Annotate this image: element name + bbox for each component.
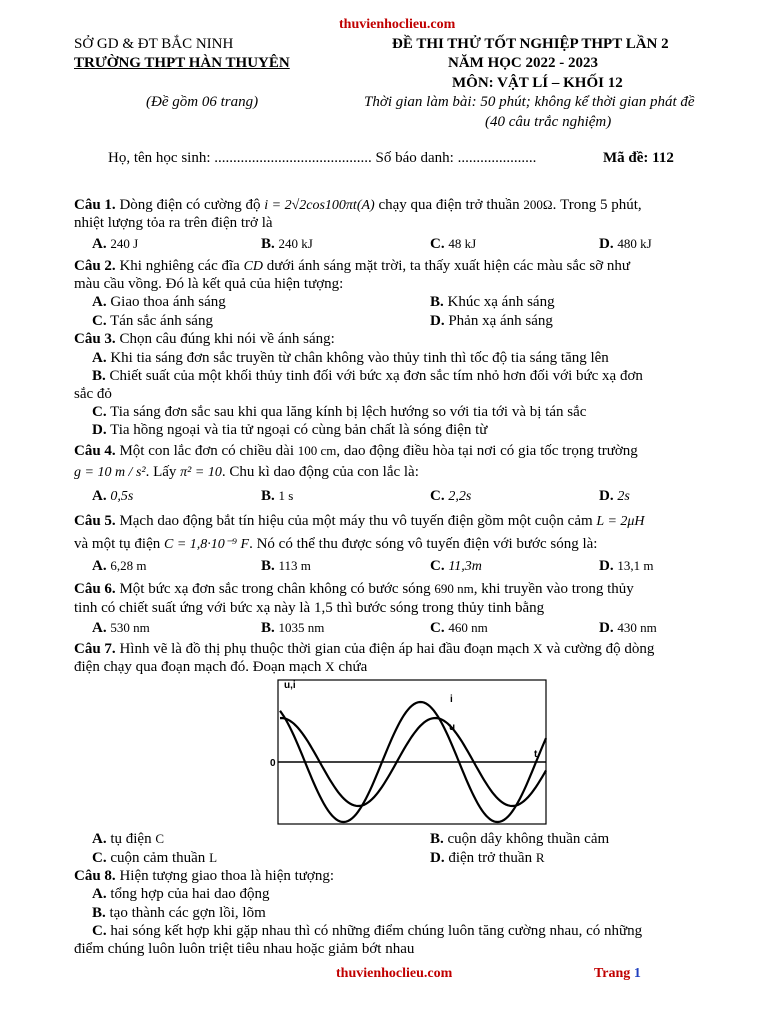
- option-label: A.: [92, 236, 107, 252]
- option-text: Tia hồng ngoại và tia tử ngoại có cùng bản chất là sóng điện từ: [110, 422, 488, 438]
- answer-4c[interactable]: [430, 487, 471, 506]
- option-text: 113 m: [278, 558, 311, 573]
- question-text: Khi nghiêng các đĩa: [119, 258, 240, 274]
- option-text: Khi tia sáng đơn sắc truyền từ chân không vào thủy tinh thì tốc độ tia sáng tăng lên: [110, 350, 609, 366]
- option-label: A.: [92, 488, 107, 504]
- option-label: D.: [430, 313, 445, 329]
- question-3: [74, 330, 734, 348]
- page-indicator: [594, 966, 641, 982]
- answer-4a[interactable]: [92, 487, 133, 506]
- option-label: B.: [261, 488, 275, 504]
- option-text: tạo thành các gợn lồi, lõm: [109, 905, 266, 921]
- site-footer-link[interactable]: thuvienhoclieu.com: [336, 966, 453, 981]
- gravity-formula: g = 10 m / s²: [74, 465, 146, 480]
- option-label: B.: [430, 831, 444, 847]
- question-1: [74, 196, 734, 215]
- option-label: C.: [430, 620, 445, 636]
- option-label: A.: [92, 558, 107, 574]
- question-number: Câu 6.: [74, 581, 116, 597]
- capacitance-formula: C = 1,8·10⁻⁹ F: [164, 537, 250, 552]
- question-text: . Lấy: [145, 464, 177, 480]
- option-text: 0,5s: [110, 489, 134, 504]
- question-number: Câu 1.: [74, 197, 116, 213]
- answer-4b[interactable]: [261, 487, 293, 505]
- question-text: dưới ánh sáng mặt trời, ta thấy xuất hiện các màu sắc sỡ như: [266, 258, 631, 274]
- option-label: D.: [599, 620, 614, 636]
- question-count: (40 câu trắc nghiệm): [485, 114, 612, 130]
- option-label: D.: [599, 488, 614, 504]
- wavelength-value: 690 nm: [434, 581, 474, 596]
- question-1-line-2: nhiệt lượng tỏa ra trên điện trở là: [74, 215, 273, 231]
- question-4-line-2: [74, 463, 734, 482]
- question-text: . Nó có thể thu được sóng vô tuyến điện với bước sóng là:: [249, 536, 598, 552]
- answer-8c[interactable]: [92, 922, 642, 940]
- question-text: và cường độ dòng: [546, 641, 655, 657]
- option-text: 11,3m: [448, 559, 482, 574]
- question-5-line-2: [74, 535, 734, 554]
- answer-3b-line-2: sắc đỏ: [74, 386, 112, 402]
- option-label: B.: [92, 905, 106, 921]
- ui-time-graph: [270, 678, 550, 828]
- answer-1c[interactable]: [430, 235, 476, 253]
- question-text: Chọn câu đúng khi nói về ánh sáng:: [119, 331, 335, 347]
- answer-6b[interactable]: [261, 619, 324, 637]
- option-label: C.: [92, 923, 107, 939]
- graph-frame: [278, 680, 546, 824]
- option-label: C.: [430, 236, 445, 252]
- answer-7c[interactable]: [92, 849, 217, 867]
- answer-2d[interactable]: [430, 312, 553, 330]
- answer-7b[interactable]: [430, 830, 609, 848]
- answer-6d[interactable]: [599, 619, 657, 637]
- option-text: cuộn cảm thuần: [110, 850, 206, 866]
- answer-5c[interactable]: [430, 557, 482, 576]
- origin-label: 0: [270, 758, 276, 769]
- question-7: [74, 640, 734, 658]
- question-6: [74, 580, 734, 598]
- option-text: Tia sáng đơn sắc sau khi qua lăng kính bị lệch hướng so với tia tới và bị tán sắc: [110, 404, 587, 420]
- option-text: 430 nm: [617, 620, 657, 635]
- option-text: cuộn dây không thuần cảm: [447, 831, 610, 847]
- option-label: B.: [430, 294, 444, 310]
- current-label: i: [450, 694, 453, 705]
- option-text: Tán sắc ánh sáng: [110, 313, 213, 329]
- answer-1d[interactable]: [599, 235, 652, 253]
- question-2: [74, 257, 734, 276]
- option-text: tổng hợp của hai dao động: [110, 886, 270, 902]
- answer-7d[interactable]: [430, 849, 545, 867]
- school-year: NĂM HỌC 2022 - 2023: [448, 55, 598, 71]
- answer-8c-line-2: điểm chúng luôn luôn triệt tiêu nhau hoặc giảm bớt nhau: [74, 941, 415, 957]
- question-4: [74, 442, 734, 460]
- option-symbol: C: [155, 831, 165, 846]
- answer-3d[interactable]: [92, 421, 487, 439]
- option-label: B.: [92, 368, 106, 384]
- option-label: A.: [92, 350, 107, 366]
- option-label: C.: [92, 404, 107, 420]
- question-text: Một bức xạ đơn sắc trong chân không có bước sóng: [119, 581, 431, 597]
- question-text: và một tụ điện: [74, 536, 161, 552]
- question-number: Câu 2.: [74, 258, 116, 274]
- option-text: 2s: [617, 489, 630, 504]
- answer-7a[interactable]: [92, 830, 164, 848]
- option-text: hai sóng kết hợp khi gặp nhau thì có những điểm chúng luôn tăng cường nhau, có những: [110, 923, 643, 939]
- option-text: Chiết suất của một khối thủy tinh đối với bức xạ đơn sắc tím nhỏ hơn đối với bức xạ đơn: [109, 368, 643, 384]
- question-7-line-2: [74, 658, 734, 676]
- answer-2c[interactable]: [92, 312, 213, 330]
- option-label: B.: [261, 620, 275, 636]
- option-label: D.: [430, 850, 445, 866]
- answer-4d[interactable]: [599, 487, 630, 506]
- answer-8a[interactable]: [92, 885, 270, 903]
- option-label: C.: [92, 850, 107, 866]
- option-label: C.: [430, 488, 445, 504]
- inductance-formula: L = 2μH: [596, 514, 645, 529]
- option-text: 6,28 m: [110, 558, 147, 573]
- option-text: 480 kJ: [617, 236, 652, 251]
- option-label: A.: [92, 294, 107, 310]
- option-text: Khúc xạ ánh sáng: [447, 294, 555, 310]
- answer-3a[interactable]: [92, 349, 609, 367]
- option-text: 240 kJ: [278, 236, 313, 251]
- question-number: Câu 8.: [74, 868, 116, 884]
- school-name: TRƯỜNG THPT HÀN THUYÊN: [74, 55, 290, 71]
- question-5: [74, 512, 734, 531]
- answer-5d[interactable]: [599, 557, 653, 575]
- option-label: A.: [92, 886, 107, 902]
- circuit-symbol: X: [325, 659, 335, 674]
- exam-code: Mã đề: 112: [603, 150, 674, 166]
- page-number: 1: [633, 966, 641, 981]
- question-text: . Chu kì dao động của con lắc là:: [221, 464, 419, 480]
- pi-formula: π² = 10: [180, 465, 222, 480]
- option-text: 240 J: [110, 236, 139, 251]
- option-label: B.: [261, 236, 275, 252]
- student-info-line: Họ, tên học sinh: .......................................... Số báo danh: .....................: [108, 150, 537, 166]
- option-symbol: R: [535, 850, 545, 865]
- answer-5a[interactable]: [92, 557, 146, 575]
- option-label: C.: [92, 313, 107, 329]
- option-label: D.: [599, 236, 614, 252]
- option-label: B.: [261, 558, 275, 574]
- page-label: Trang: [594, 966, 631, 981]
- length-value: 100 cm: [297, 443, 337, 458]
- answer-6a[interactable]: [92, 619, 150, 637]
- option-text: điện trở thuần: [448, 850, 533, 866]
- question-text: Hiện tượng giao thoa là hiện tượng:: [119, 868, 335, 884]
- question-text: chạy qua điện trở thuần: [378, 197, 520, 213]
- question-text: Một con lắc đơn có chiều dài: [119, 443, 294, 459]
- answer-6c[interactable]: [430, 619, 488, 637]
- cd-symbol: CD: [243, 259, 264, 274]
- option-text: Phản xạ ánh sáng: [448, 313, 553, 329]
- option-label: D.: [92, 422, 107, 438]
- answer-5b[interactable]: [261, 557, 311, 575]
- question-text: điện chạy qua đoạn mạch đó. Đoạn mạch: [74, 659, 322, 675]
- question-text: , khi truyền vào trong thủy: [473, 581, 634, 597]
- option-text: 460 nm: [448, 620, 488, 635]
- option-text: 530 nm: [110, 620, 150, 635]
- question-number: Câu 7.: [74, 641, 116, 657]
- option-label: D.: [599, 558, 614, 574]
- department-name: SỞ GD & ĐT BẮC NINH: [74, 36, 234, 52]
- question-text: Hình vẽ là đồ thị phụ thuộc thời gian của điện áp hai đầu đoạn mạch: [119, 641, 530, 657]
- answer-1a[interactable]: [92, 235, 138, 253]
- answer-8b[interactable]: [92, 904, 266, 922]
- resistance-value: 200Ω: [523, 197, 553, 212]
- question-number: Câu 3.: [74, 331, 116, 347]
- page-count-note: (Đề gồm 06 trang): [146, 94, 259, 110]
- question-text: Mạch dao động bắt tín hiệu của một máy thu vô tuyến điện gồm một cuộn cảm: [119, 513, 593, 529]
- voltage-label: u: [449, 722, 456, 733]
- option-text: tụ điện: [110, 831, 152, 847]
- option-symbol: L: [209, 850, 218, 865]
- question-number: Câu 5.: [74, 513, 116, 529]
- site-header-link[interactable]: thuvienhoclieu.com: [339, 17, 456, 32]
- question-text: Dòng điện có cường độ: [119, 197, 261, 213]
- option-label: A.: [92, 620, 107, 636]
- y-axis-label: u,i: [284, 680, 296, 691]
- current-formula: i = 2√2cos100πt(A): [264, 198, 375, 213]
- option-label: C.: [430, 558, 445, 574]
- circuit-symbol: X: [533, 641, 543, 656]
- answer-2b[interactable]: [430, 293, 555, 311]
- answer-1b[interactable]: [261, 235, 313, 253]
- exam-title: ĐỀ THI THỬ TỐT NGHIỆP THPT LẦN 2: [392, 36, 669, 52]
- option-text: 1 s: [278, 488, 294, 503]
- question-text: , dao động điều hòa tại nơi có gia tốc trọng trường: [336, 443, 638, 459]
- option-text: 48 kJ: [448, 236, 477, 251]
- question-number: Câu 4.: [74, 443, 116, 459]
- option-label: A.: [92, 831, 107, 847]
- question-text: chứa: [338, 659, 368, 675]
- question-text: . Trong 5 phút,: [552, 197, 642, 213]
- subject-title: MÔN: VẬT LÍ – KHỐI 12: [452, 75, 623, 91]
- time-note: Thời gian làm bài: 50 phút; không kể thời gian phát đề: [364, 94, 695, 110]
- option-text: 13,1 m: [617, 558, 654, 573]
- question-2-line-2: màu cầu vồng. Đó là kết quả của hiện tượng:: [74, 276, 344, 292]
- question-6-line-2: tinh có chiết suất ứng với bức xạ này là 1,5 thì bước sóng trong thủy tinh bằng: [74, 600, 545, 616]
- answer-3c[interactable]: [92, 403, 586, 421]
- answer-3b[interactable]: [92, 367, 643, 385]
- question-8: [74, 867, 734, 885]
- answer-2a[interactable]: [92, 293, 226, 311]
- option-text: 1035 nm: [278, 620, 325, 635]
- x-axis-label: t: [534, 749, 538, 760]
- option-text: Giao thoa ánh sáng: [110, 294, 226, 310]
- option-text: 2,2s: [448, 489, 472, 504]
